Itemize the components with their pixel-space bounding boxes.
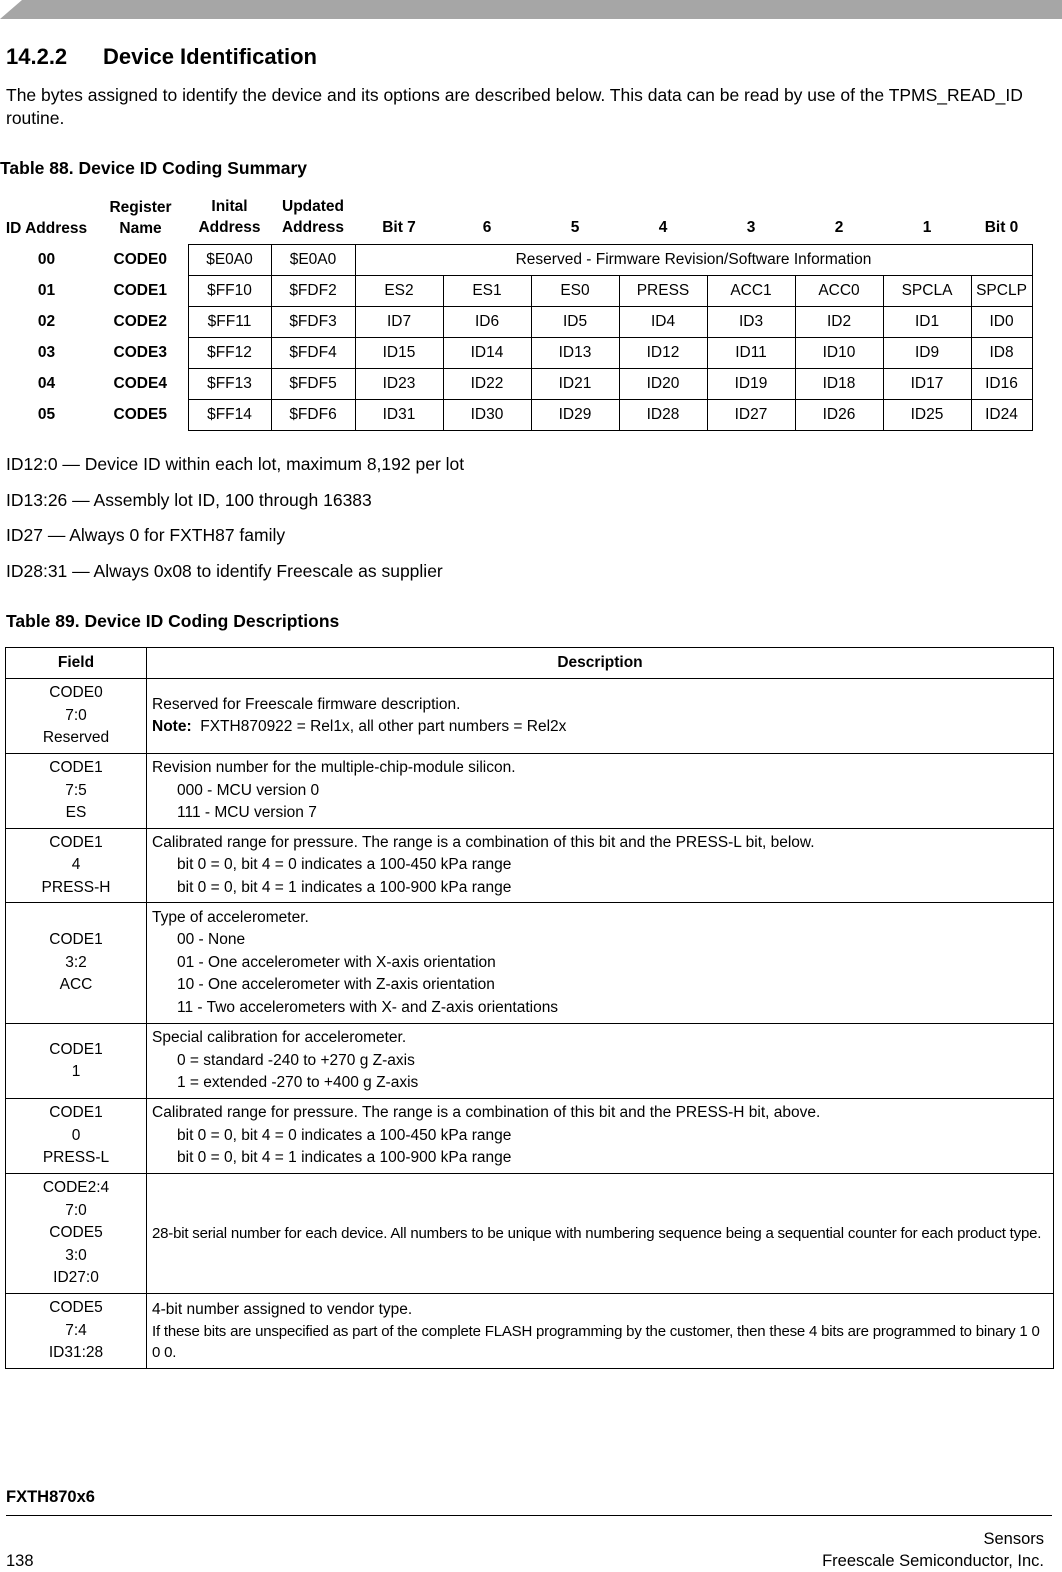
- field-cell: [6, 1099, 147, 1174]
- register-name-cell: CODE2: [113, 313, 167, 330]
- field-line: CODE1: [49, 1040, 103, 1058]
- header-bit3: 3: [746, 219, 756, 236]
- description-line: 111 - MCU version 7: [177, 804, 317, 822]
- bit-cell: ID2: [795, 307, 883, 338]
- intro-paragraph: The bytes assigned to identify the device and its options are described below. This data can be read by use of the TPMS_READ_ID routine.: [6, 85, 1023, 128]
- register-name-cell: CODE4: [113, 375, 167, 392]
- bit-cell: ID20: [619, 369, 707, 400]
- bit-cell: ID21: [531, 369, 619, 400]
- table89-header-row: [6, 648, 1054, 679]
- header-decor-bar: [0, 0, 1062, 20]
- bit-cell: ID28: [619, 400, 707, 431]
- section-heading: [6, 44, 317, 70]
- id-address-cell: 00: [37, 251, 56, 268]
- bit-cell: ID25: [883, 400, 971, 431]
- table88-row: [0, 369, 1032, 400]
- description-line: 00 - None: [177, 931, 246, 949]
- field-cell: [6, 903, 147, 1024]
- bit-cell: ID23: [355, 369, 443, 400]
- field-line: PRESS-H: [41, 878, 111, 896]
- field-line: PRESS-L: [42, 1149, 110, 1167]
- description-cell: [147, 1174, 1054, 1294]
- bit-cell: ID0: [971, 307, 1032, 338]
- bit-cell: ID22: [443, 369, 531, 400]
- table89-row: [6, 1024, 1054, 1099]
- initial-address-cell: $FF13: [188, 369, 271, 400]
- updated-address-cell: $FDF3: [271, 307, 355, 338]
- bit-cell: ID10: [795, 338, 883, 369]
- register-name-cell: CODE1: [113, 282, 167, 299]
- field-cell: [6, 829, 147, 903]
- description-cell: [147, 754, 1054, 829]
- description-cell: [147, 903, 1054, 1024]
- id-notes: [6, 452, 464, 594]
- bit-cell: ID24: [971, 400, 1032, 431]
- note-line: ID12:0 — Device ID within each lot, maximum 8,192 per lot: [6, 454, 465, 474]
- table88-row: [0, 400, 1032, 431]
- field-line: ID31:28: [48, 1344, 104, 1362]
- bit-cell: ID17: [883, 369, 971, 400]
- field-line: CODE5: [49, 1224, 103, 1242]
- table89-row: [6, 754, 1054, 829]
- updated-address-cell: $E0A0: [271, 245, 355, 276]
- description-line: bit 0 = 0, bit 4 = 1 indicates a 100-900 kPa range: [177, 878, 512, 896]
- id-address-cell: 03: [37, 344, 56, 361]
- id-address-cell: 04: [37, 375, 56, 392]
- register-name-cell: CODE0: [113, 251, 167, 268]
- description-cell: [147, 679, 1054, 754]
- bit-cell: ID19: [707, 369, 795, 400]
- field-line: CODE0: [49, 684, 103, 702]
- bit-cell: ID27: [707, 400, 795, 431]
- note-line: [152, 716, 1047, 739]
- header-description: Description: [147, 648, 1054, 679]
- field-line: ID27:0: [53, 1269, 99, 1287]
- field-cell: [6, 754, 147, 829]
- description-line: bit 0 = 0, bit 4 = 0 indicates a 100-450 kPa range: [177, 1126, 512, 1144]
- note-line: ID28:31 — Always 0x08 to identify Freescale as supplier: [6, 560, 443, 581]
- table89-row: [6, 1174, 1054, 1294]
- bit-cell: ID14: [443, 338, 531, 369]
- description-cell: [147, 1024, 1054, 1099]
- bit-cell: ID9: [883, 338, 971, 369]
- description-line: Revision number for the multiple-chip-module silicon.: [152, 759, 516, 777]
- bit-cell: ID5: [531, 307, 619, 338]
- description-line: 10 - One accelerometer with Z-axis orientation: [177, 976, 495, 994]
- table89-row: [6, 903, 1054, 1024]
- table89-row: [6, 829, 1054, 903]
- field-line: 7:0: [65, 1201, 87, 1219]
- note-line: ID13:26 — Assembly lot ID, 100 through 16383: [6, 489, 372, 510]
- table88-row: [0, 307, 1032, 338]
- table89-caption: Table 89. Device ID Coding Descriptions: [6, 611, 340, 631]
- bit-cell: PRESS: [619, 276, 707, 307]
- description-line: 11 - Two accelerometers with X- and Z-axis orientations: [177, 998, 559, 1016]
- bit-cell: ES2: [355, 276, 443, 307]
- bit-cell: ID11: [707, 338, 795, 369]
- field-line: CODE1: [49, 931, 103, 949]
- bit-cell: ID12: [619, 338, 707, 369]
- register-name-cell: CODE3: [113, 344, 167, 361]
- bit-cell: ID6: [443, 307, 531, 338]
- initial-address-cell: $E0A0: [188, 245, 271, 276]
- header-bit2: 2: [834, 219, 844, 236]
- table88-header-row: [0, 196, 1032, 245]
- field-line: ES: [65, 804, 87, 822]
- bit-cell: ID31: [355, 400, 443, 431]
- bit-cell: ID8: [971, 338, 1032, 369]
- footer-company: Freescale Semiconductor, Inc.: [822, 1552, 1044, 1570]
- description-cell: [147, 1099, 1054, 1174]
- description-line: Type of accelerometer.: [152, 908, 309, 926]
- header-bit4: 4: [658, 219, 668, 236]
- id-address-cell: 01: [37, 282, 56, 299]
- note-text: FXTH870922 = Rel1x, all other part numbers = Rel2x: [200, 718, 567, 735]
- id-address-cell: 02: [37, 313, 56, 330]
- header-bit6: 6: [482, 219, 492, 236]
- description-line: bit 0 = 0, bit 4 = 0 indicates a 100-450 kPa range: [177, 856, 512, 874]
- field-cell: [6, 1294, 147, 1369]
- bit-cell: ES1: [443, 276, 531, 307]
- header-updated-address: Updated Address: [281, 198, 345, 236]
- initial-address-cell: $FF12: [188, 338, 271, 369]
- bit-cell: ID16: [971, 369, 1032, 400]
- bit-cell: ID29: [531, 400, 619, 431]
- bit-cell: ACC1: [707, 276, 795, 307]
- description-line: Special calibration for accelerometer.: [152, 1029, 407, 1047]
- table88-caption: Table 88. Device ID Coding Summary: [0, 158, 307, 178]
- page-number: 138: [6, 1552, 34, 1570]
- footer-right-block: [822, 1528, 1044, 1572]
- field-line: Reserved: [42, 729, 110, 747]
- footer-divider: [6, 1515, 1052, 1516]
- field-line: 7:5: [65, 781, 87, 799]
- bit-cell: ID7: [355, 307, 443, 338]
- bit-cell: ACC0: [795, 276, 883, 307]
- field-line: 1: [71, 1063, 81, 1080]
- field-cell: [6, 679, 147, 754]
- description-line: 1 = extended -270 to +400 g Z-axis: [177, 1074, 419, 1092]
- field-line: CODE1: [49, 833, 103, 851]
- field-line: ACC: [59, 976, 93, 994]
- header-bit1: 1: [922, 219, 932, 236]
- table89-row: [6, 1294, 1054, 1369]
- description-cell: [147, 829, 1054, 903]
- header-id-address: ID Address: [5, 219, 88, 237]
- table88-row: [0, 276, 1032, 307]
- field-line: CODE5: [49, 1299, 103, 1317]
- reserved-cell: Reserved - Firmware Revision/Software Information: [355, 245, 1032, 276]
- bit-cell: ID3: [707, 307, 795, 338]
- footer-product: FXTH870x6: [6, 1488, 95, 1506]
- initial-address-cell: $FF11: [188, 307, 271, 338]
- field-line: 3:2: [65, 953, 87, 971]
- id-address-cell: 05: [37, 406, 56, 423]
- description-line: Calibrated range for pressure. The range is a combination of this bit and the PRESS-H bit, above.: [152, 1104, 821, 1122]
- field-line: 0: [71, 1126, 81, 1144]
- field-line: CODE1: [49, 1104, 103, 1122]
- header-bit5: 5: [570, 219, 580, 236]
- updated-address-cell: $FDF6: [271, 400, 355, 431]
- section-title: Device Identification: [103, 44, 317, 69]
- description-line: 01 - One accelerometer with X-axis orientation: [177, 953, 496, 971]
- bit-cell: ID30: [443, 400, 531, 431]
- table88-row: [0, 245, 1032, 276]
- device-id-descriptions-table: [5, 647, 1054, 1369]
- section-number: 14.2.2: [6, 44, 68, 69]
- note-label: Note:: [152, 718, 192, 735]
- updated-address-cell: $FDF2: [271, 276, 355, 307]
- field-line: CODE2:4: [42, 1179, 110, 1197]
- table88-row: [0, 338, 1032, 369]
- updated-address-cell: $FDF4: [271, 338, 355, 369]
- table89-row: [6, 1099, 1054, 1174]
- description-line: 28-bit serial number for each device. All numbers to be unique with numbering sequence being a sequential counter for each product type.: [152, 1225, 1042, 1242]
- table89-row: [6, 679, 1054, 754]
- description-line: 4-bit number assigned to vendor type.: [152, 1300, 413, 1318]
- header-bit7: Bit 7: [382, 219, 416, 236]
- field-cell: [6, 1024, 147, 1099]
- header-bit0: Bit 0: [984, 219, 1019, 236]
- bit-cell: ID13: [531, 338, 619, 369]
- header-initial-address: Inital Address: [198, 198, 261, 236]
- description-line: Calibrated range for pressure. The range is a combination of this bit and the PRESS-L bit, below.: [152, 833, 815, 851]
- description-line: If these bits are unspecified as part of the complete FLASH programming by the customer, then these 4 bits are programmed to binary 1 0 0 0.: [152, 1323, 1040, 1362]
- header-field: Field: [6, 648, 147, 679]
- description-line: 0 = standard -240 to +270 g Z-axis: [177, 1051, 415, 1069]
- field-line: 3:0: [65, 1246, 87, 1264]
- field-line: CODE1: [49, 759, 103, 777]
- bit-cell: SPCLP: [971, 276, 1032, 307]
- bit-cell: ID18: [795, 369, 883, 400]
- initial-address-cell: $FF14: [188, 400, 271, 431]
- field-line: 4: [71, 856, 81, 874]
- initial-address-cell: $FF10: [188, 276, 271, 307]
- updated-address-cell: $FDF5: [271, 369, 355, 400]
- description-line: 000 - MCU version 0: [177, 781, 320, 799]
- field-line: 7:0: [65, 706, 87, 724]
- note-line: ID27 — Always 0 for FXTH87 family: [6, 525, 286, 545]
- bit-cell: SPCLA: [883, 276, 971, 307]
- bit-cell: ID1: [883, 307, 971, 338]
- bit-cell: ES0: [531, 276, 619, 307]
- description-cell: [147, 1294, 1054, 1369]
- field-line: 7:4: [65, 1321, 87, 1339]
- bit-cell: ID15: [355, 338, 443, 369]
- footer-category: Sensors: [983, 1530, 1044, 1548]
- field-cell: [6, 1174, 147, 1294]
- description-line: Reserved for Freescale firmware description.: [152, 695, 461, 713]
- header-register-name: Register Name: [109, 198, 172, 237]
- description-line: bit 0 = 0, bit 4 = 1 indicates a 100-900 kPa range: [177, 1149, 512, 1167]
- device-id-summary-table: [0, 196, 1033, 431]
- bit-cell: ID4: [619, 307, 707, 338]
- bit-cell: ID26: [795, 400, 883, 431]
- register-name-cell: CODE5: [113, 406, 167, 423]
